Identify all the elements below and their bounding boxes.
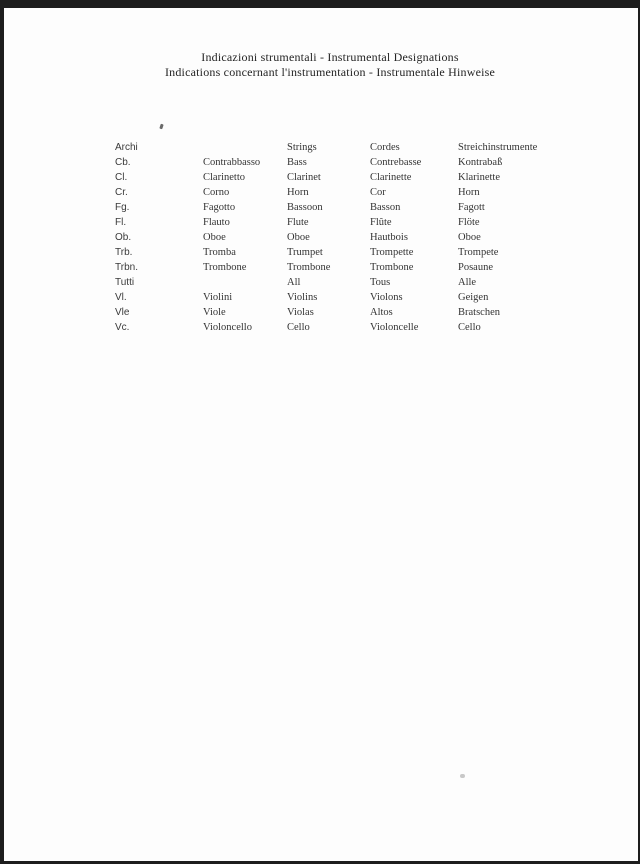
italian-cell: Flauto — [203, 217, 230, 228]
italian-cell: Oboe — [203, 232, 226, 243]
italian-cell — [203, 140, 287, 155]
instrument-table — [115, 140, 595, 335]
italian-cell: Corno — [203, 187, 230, 198]
french-cell: Flûte — [370, 217, 392, 228]
abbreviation-cell: Cb. — [115, 157, 131, 168]
english-cell: Flute — [287, 217, 309, 228]
table-row — [115, 185, 595, 200]
abbreviation-cell: Fg. — [115, 202, 130, 213]
italian-cell: Tromba — [203, 247, 236, 258]
german-cell: Oboe — [458, 232, 481, 243]
german-cell: Flöte — [458, 217, 480, 228]
french-cell: Cor — [370, 187, 386, 198]
english-cell: Bass — [287, 157, 307, 168]
table-row — [115, 320, 595, 335]
english-cell: Trombone — [287, 262, 331, 273]
french-cell: Contrebasse — [370, 157, 422, 168]
instrument-table-body — [115, 140, 595, 335]
french-cell: Violoncelle — [370, 322, 419, 333]
french-cell: Cordes — [370, 142, 400, 153]
title-line-1: Indicazioni strumentali - Instrumental Designations — [201, 50, 459, 64]
abbreviation-cell: Archi — [115, 142, 138, 153]
scan-speck-icon — [159, 124, 163, 130]
german-cell: Alle — [458, 277, 477, 288]
abbreviation-cell: Tutti — [115, 277, 135, 288]
italian-cell: Violoncello — [203, 322, 252, 333]
french-cell: Trombone — [370, 262, 414, 273]
table-row — [115, 140, 595, 155]
french-cell: Trompette — [370, 247, 414, 258]
english-cell: Bassoon — [287, 202, 323, 213]
german-cell: Kontrabaß — [458, 157, 503, 168]
table-row — [115, 230, 595, 245]
german-cell: Cello — [458, 322, 481, 333]
abbreviation-cell: Cl. — [115, 172, 128, 183]
italian-cell: Violini — [203, 292, 233, 303]
table-row — [115, 155, 595, 170]
english-cell: All — [287, 277, 301, 288]
abbreviation-cell: Fl. — [115, 217, 127, 228]
english-cell: Cello — [287, 322, 310, 333]
table-row — [115, 290, 595, 305]
german-cell: Streichinstrumente — [458, 142, 538, 153]
english-cell: Clarinet — [287, 172, 321, 183]
english-cell: Horn — [287, 187, 309, 198]
english-cell: Violins — [287, 292, 318, 303]
title-line-2: Indications concernant l'instrumentation - Instrumentale Hinweise — [164, 65, 496, 79]
english-cell: Violas — [287, 307, 314, 318]
page — [4, 8, 638, 861]
abbreviation-cell: Vl. — [115, 292, 127, 303]
italian-cell: Contrabbasso — [203, 157, 261, 168]
french-cell: Altos — [370, 307, 393, 318]
scan-speck-faint-icon — [460, 774, 465, 778]
abbreviation-cell: Cr. — [115, 187, 128, 198]
table-row — [115, 305, 595, 320]
german-cell: Bratschen — [458, 307, 500, 318]
italian-cell: Trombone — [203, 262, 247, 273]
table-row — [115, 275, 595, 290]
abbreviation-cell: Ob. — [115, 232, 132, 243]
table-row — [115, 170, 595, 185]
english-cell: Trumpet — [287, 247, 323, 258]
abbreviation-cell: Vle — [115, 307, 130, 318]
german-cell: Klarinette — [458, 172, 500, 183]
table-row — [115, 200, 595, 215]
french-cell: Hautbois — [370, 232, 408, 243]
abbreviation-cell: Vc. — [115, 322, 130, 333]
italian-cell: Viole — [203, 307, 226, 318]
table-row — [115, 245, 595, 260]
table-row — [115, 215, 595, 230]
french-cell: Clarinette — [370, 172, 412, 183]
french-cell: Tous — [370, 277, 391, 288]
french-cell: Violons — [370, 292, 403, 303]
abbreviation-cell: Trb. — [115, 247, 133, 258]
english-cell: Oboe — [287, 232, 310, 243]
italian-cell: Fagotto — [203, 202, 236, 213]
italian-cell — [203, 275, 287, 290]
german-cell: Trompete — [458, 247, 499, 258]
german-cell: Geigen — [458, 292, 489, 303]
german-cell: Horn — [458, 187, 480, 198]
italian-cell: Clarinetto — [203, 172, 245, 183]
english-cell: Strings — [287, 142, 317, 153]
page-title — [13, 50, 640, 80]
table-row — [115, 260, 595, 275]
abbreviation-cell: Trbn. — [115, 262, 138, 273]
german-cell: Posaune — [458, 262, 493, 273]
french-cell: Basson — [370, 202, 401, 213]
german-cell: Fagott — [458, 202, 485, 213]
